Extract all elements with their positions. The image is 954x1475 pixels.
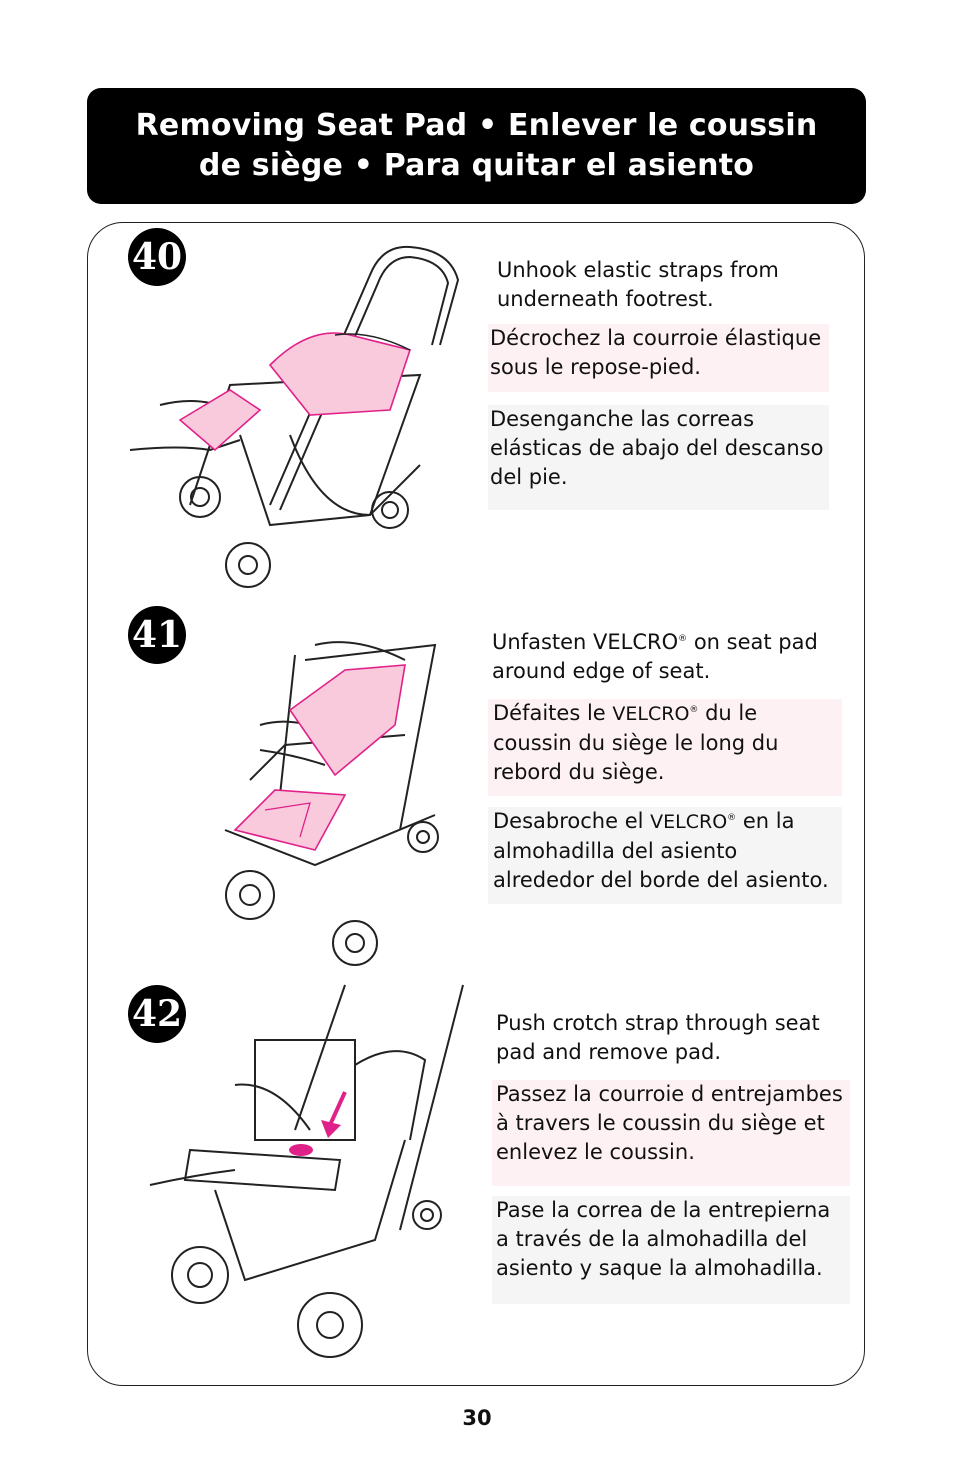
velcro-word: VELCRO bbox=[612, 703, 690, 725]
step-41-english bbox=[492, 628, 837, 686]
step-40-english: Unhook elastic straps from underneath footrest. bbox=[497, 258, 779, 311]
step-42-french: Passez la courroie d entrejambes à travers le coussin du siège et enlevez le coussin. bbox=[492, 1080, 850, 1186]
step-number-40: 40 bbox=[128, 228, 186, 286]
step-41-french bbox=[488, 699, 842, 796]
registered-mark: ® bbox=[678, 634, 688, 644]
registered-mark: ® bbox=[727, 813, 737, 823]
section-title-bar bbox=[87, 88, 866, 204]
step-41-english-post: on seat pad around edge of seat. bbox=[492, 630, 818, 683]
velcro-word: VELCRO bbox=[650, 811, 728, 833]
step-41-spanish bbox=[488, 807, 842, 904]
stroller-illustration-step-41 bbox=[205, 615, 465, 970]
page-number: 30 bbox=[462, 1406, 492, 1430]
step-42-spanish: Pase la correa de la entrepierna a través de la almohadilla del asiento y saque la almohadilla. bbox=[492, 1196, 850, 1304]
step-40-spanish: Desenganche las correas elásticas de abajo del descanso del pie. bbox=[488, 405, 829, 510]
step-number-42: 42 bbox=[128, 985, 186, 1043]
stroller-illustration-step-40 bbox=[120, 235, 500, 595]
stroller-illustration-step-42 bbox=[145, 980, 475, 1370]
step-41-spanish-pre: Desabroche el bbox=[493, 809, 651, 833]
step-41-french-post: du le coussin du siège le long du rebord du siège. bbox=[493, 701, 779, 784]
step-41-english-pre: Unfasten VELCRO bbox=[492, 630, 679, 654]
title-line-1: Removing Seat Pad • Enlever le coussin bbox=[135, 108, 818, 143]
step-number-41: 41 bbox=[128, 606, 186, 664]
title-line-2: de siège • Para quitar el asiento bbox=[198, 148, 755, 183]
step-41-french-pre: Défaites le bbox=[493, 701, 613, 725]
registered-mark: ® bbox=[689, 705, 699, 715]
step-41-spanish-post: en la almohadilla del asiento alrededor del borde del asiento. bbox=[493, 809, 829, 892]
step-42-english: Push crotch strap through seat pad and remove pad. bbox=[496, 1011, 820, 1064]
step-40-french: Décrochez la courroie élastique sous le repose-pied. bbox=[488, 324, 829, 392]
seat-pad-shape bbox=[235, 665, 405, 850]
seat-pad-shape bbox=[180, 333, 410, 450]
